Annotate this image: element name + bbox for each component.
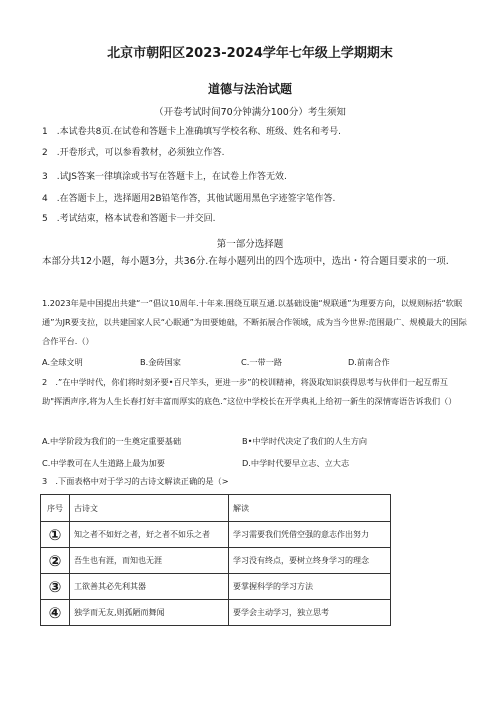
table-cell-interpretation: 要掌握科学的学习方法 [229,574,391,600]
table-header-cell: 古诗文 [70,495,229,522]
question-3-stem: 3 .下面表格中对于学习的古诗文解读正确的是（> [42,476,229,486]
q2-option-c: C.中学教可在人生道路上最为加要 [42,458,165,468]
note-5: 5 .考试结束，格本试卷和答题卡一并交回. [42,214,216,224]
q1-option-b: B.金砖国家 [140,357,181,367]
section-intro: 本部分共12小题，每小题3分，共36分.在每小题列出的四个选项中，选出・符合题目要求的一项. [42,256,449,267]
table-cell-index: ④ [41,600,70,626]
table-header-row [41,495,391,522]
table-row [41,548,391,574]
table-header-cell: 解读 [229,495,391,522]
note-3: 3 .试JS答案一律填涂或书写在答题卡上，在试卷上作答无效. [42,172,287,182]
table-row [41,522,391,548]
table-cell-poem: 吾生也有涯，而知也无涯 [70,548,229,574]
note-1: 1 .本试卷共8页.在试卷和答题卡上准确填写学校名称、班级、姓名和考号. [42,127,342,137]
section-title: 第一部分选择题 [216,239,284,250]
q1-option-d: D.前南合作 [348,357,390,367]
table-cell-poem: 独学而无友,则孤陋而舞闻 [70,600,229,626]
table-row [41,600,391,626]
q1-option-c: C.一带一路 [241,357,283,367]
table-cell-index: ③ [41,574,70,600]
question-2-stem: 2 .”在中学时代，你们将时刻矛要•百尺竿头，更进一步”的校训精神，将汲取知识获得思考与伙伴们一起互帮互助"挥洒声序,将为人生长春打好丰富而厚实的底色.”这位中学校长在开学典礼上给初一新生的深情寄语告诉我们（） [42,377,457,406]
table-cell-index: ② [41,548,70,574]
table-cell-interpretation: 学习没有终点，要树立终身学习的理念 [229,548,391,574]
exam-info: （开卷考试时间70分钟满分100分）考生须知 [154,107,346,118]
table-cell-interpretation: 要学会主动学习，独立思考 [229,600,391,626]
exam-title: 北京市朝阳区2023-2024学年七年级上学期期末 [107,46,393,61]
table-row [41,574,391,600]
poem-table [40,494,391,626]
table-header-cell: 序号 [41,495,70,522]
table-cell-interpretation: 学习需要我们凭借空强的意志作出努力 [229,522,391,548]
q1-option-a: A.全球文明 [42,357,83,367]
note-4: 4 .在答题卡上，选择题用2B铅笔作答，其他试题用黑色字迹签字笔作答. [42,194,336,204]
table-cell-index: ① [41,522,70,548]
q2-option-d: D.中学时代要早立志、立大志 [242,458,350,468]
q2-option-a: A.中学阶段为我们的一生奠定重要基础 [42,436,182,446]
exam-subject: 道德与法治试题 [207,82,292,96]
note-2: 2 .开卷形式，可以参看教材，必须独立作答. [42,148,225,158]
table-cell-poem: 知之者不如好之者，好之者不如乐之者 [70,522,229,548]
table-cell-poem: 工欲善其必先利其器 [70,574,229,600]
question-1-stem: 1.2023年是中国提出共建“一”倡议10周年.十年来.围绕互联互通.以基础设施“规联通”为理要方向，以规则标括“软眠通”为JR要支拉，以共建国家人民“心眠通”为田要她础，不断拓展合作领域，成为当今世界:范围最广、规模最大的国际合作平台.（） [42,298,467,346]
q2-option-b: B•中学时代决定了我们的人生方向 [242,436,368,446]
